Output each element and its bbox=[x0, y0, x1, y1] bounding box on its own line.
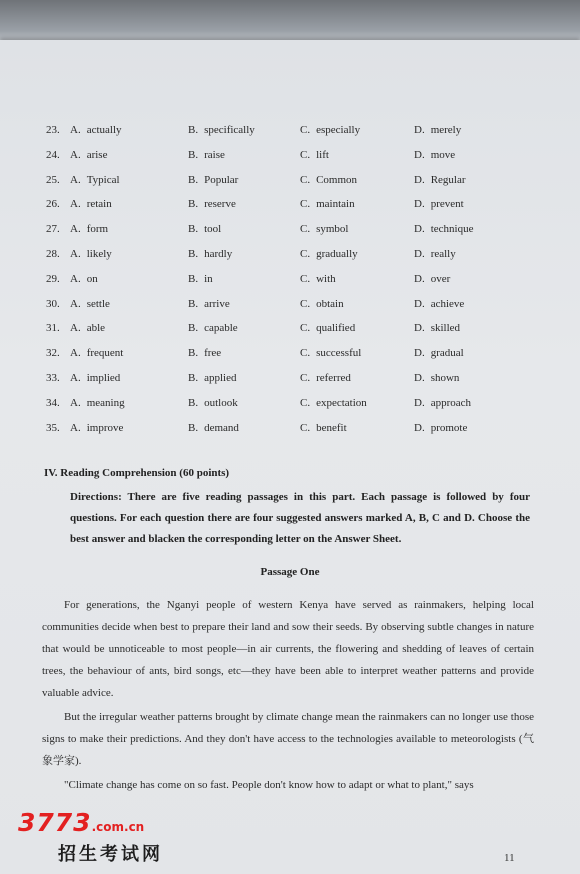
option-letter: C. bbox=[300, 322, 311, 335]
option-text: Regular bbox=[430, 173, 466, 186]
option-b bbox=[188, 347, 221, 359]
option-text: merely bbox=[430, 124, 462, 136]
option-letter: A. bbox=[70, 173, 81, 186]
option-text: implied bbox=[86, 372, 121, 384]
option-letter: A. bbox=[70, 372, 81, 384]
option-b bbox=[188, 422, 239, 434]
option-b bbox=[188, 248, 232, 260]
option-a bbox=[70, 422, 123, 434]
option-a bbox=[70, 248, 112, 260]
question-number: 31. bbox=[46, 322, 60, 335]
option-c bbox=[300, 223, 349, 235]
option-letter: A. bbox=[70, 124, 81, 136]
option-a bbox=[70, 174, 120, 186]
option-b bbox=[188, 273, 213, 285]
option-d bbox=[414, 174, 466, 186]
question-number: 35. bbox=[46, 421, 60, 434]
option-b bbox=[188, 397, 238, 409]
option-letter: D. bbox=[414, 173, 425, 186]
option-letter: C. bbox=[300, 272, 311, 285]
option-letter: C. bbox=[300, 198, 311, 211]
option-a bbox=[70, 372, 120, 384]
option-b bbox=[188, 149, 225, 161]
option-text: technique bbox=[430, 223, 474, 236]
option-letter: B. bbox=[188, 223, 199, 236]
option-letter: C. bbox=[300, 124, 311, 136]
option-letter: C. bbox=[300, 148, 311, 161]
option-text: gradually bbox=[316, 248, 358, 260]
option-c bbox=[300, 124, 360, 136]
option-letter: D. bbox=[414, 223, 425, 236]
question-row bbox=[0, 298, 580, 318]
option-b bbox=[188, 223, 221, 235]
option-c bbox=[300, 273, 336, 285]
question-row bbox=[0, 372, 580, 392]
question-row bbox=[0, 273, 580, 293]
option-text: benefit bbox=[316, 421, 347, 434]
option-d bbox=[414, 124, 461, 136]
option-text: over bbox=[430, 272, 451, 285]
option-text: referred bbox=[316, 372, 351, 384]
option-letter: A. bbox=[70, 148, 81, 161]
question-number: 33. bbox=[46, 372, 60, 384]
watermark-logo bbox=[18, 808, 144, 837]
option-text: free bbox=[204, 347, 222, 360]
option-c bbox=[300, 174, 357, 186]
question-number: 23. bbox=[46, 124, 60, 136]
option-text: form bbox=[86, 223, 109, 236]
option-letter: D. bbox=[414, 297, 425, 310]
question-number: 32. bbox=[46, 347, 60, 360]
page-number: 11 bbox=[504, 852, 515, 864]
option-d bbox=[414, 372, 459, 384]
option-text: expectation bbox=[316, 396, 367, 409]
question-row bbox=[0, 248, 580, 268]
option-text: tool bbox=[204, 223, 222, 236]
option-letter: D. bbox=[414, 148, 425, 161]
question-row bbox=[0, 223, 580, 243]
option-letter: D. bbox=[414, 421, 425, 434]
option-c bbox=[300, 149, 329, 161]
option-letter: D. bbox=[414, 347, 425, 360]
passage-paragraph-2: But the irregular weather patterns brought by climate change mean the rainmakers can no longer use those signs to make their predictions. And they don't have access to the technologies available to meteorologists (气象学家). bbox=[42, 711, 534, 767]
option-a bbox=[70, 223, 108, 235]
option-b bbox=[188, 372, 236, 384]
option-letter: B. bbox=[188, 421, 199, 434]
option-letter: D. bbox=[414, 396, 425, 409]
option-letter: B. bbox=[188, 396, 199, 409]
option-c bbox=[300, 347, 361, 359]
option-a bbox=[70, 347, 123, 359]
option-text: frequent bbox=[86, 347, 124, 360]
passage-paragraph-3: "Climate change has come on so fast. People don't know how to adapt or what to plant," says bbox=[64, 779, 474, 791]
option-d bbox=[414, 422, 467, 434]
option-text: successful bbox=[316, 347, 362, 360]
option-text: move bbox=[430, 148, 456, 161]
option-d bbox=[414, 298, 464, 310]
option-letter: B. bbox=[188, 198, 199, 211]
option-text: actually bbox=[86, 124, 122, 136]
option-text: outlook bbox=[204, 396, 238, 409]
option-letter: B. bbox=[188, 148, 199, 161]
option-a bbox=[70, 397, 125, 409]
option-c bbox=[300, 397, 367, 409]
option-letter: D. bbox=[414, 322, 425, 335]
question-number: 27. bbox=[46, 223, 60, 236]
watermark-number: 3773 bbox=[18, 808, 92, 837]
top-shadow bbox=[0, 0, 580, 44]
section-heading: IV. Reading Comprehension (60 points) bbox=[44, 467, 230, 479]
option-text: retain bbox=[86, 198, 112, 211]
option-letter: B. bbox=[188, 124, 199, 136]
option-text: hardly bbox=[204, 248, 233, 260]
option-text: maintain bbox=[316, 198, 355, 211]
option-a bbox=[70, 322, 105, 334]
option-c bbox=[300, 422, 347, 434]
option-a bbox=[70, 198, 112, 210]
option-d bbox=[414, 397, 471, 409]
watermark-domain: .com.cn bbox=[91, 820, 145, 834]
option-text: Popular bbox=[204, 173, 239, 186]
question-number: 34. bbox=[46, 396, 60, 409]
option-text: specifically bbox=[204, 124, 255, 136]
option-letter: A. bbox=[70, 322, 81, 335]
question-number: 30. bbox=[46, 297, 60, 310]
question-number: 29. bbox=[46, 272, 60, 285]
option-letter: B. bbox=[188, 322, 199, 335]
option-letter: A. bbox=[70, 223, 81, 236]
option-letter: A. bbox=[70, 297, 81, 310]
question-number: 26. bbox=[46, 198, 60, 211]
question-number: 24. bbox=[46, 148, 60, 161]
question-number: 25. bbox=[46, 173, 60, 186]
question-row bbox=[0, 347, 580, 367]
option-letter: B. bbox=[188, 173, 199, 186]
option-letter: B. bbox=[188, 297, 199, 310]
option-c bbox=[300, 322, 355, 334]
option-text: obtain bbox=[316, 297, 344, 310]
option-text: arise bbox=[86, 148, 108, 161]
option-text: on bbox=[86, 272, 98, 285]
option-text: demand bbox=[204, 421, 239, 434]
option-text: skilled bbox=[430, 322, 461, 335]
option-a bbox=[70, 149, 107, 161]
option-c bbox=[300, 248, 358, 260]
option-letter: C. bbox=[300, 297, 311, 310]
option-text: shown bbox=[430, 372, 460, 384]
option-text: capable bbox=[204, 322, 238, 335]
option-letter: C. bbox=[300, 421, 311, 434]
section-directions: Directions: There are five reading passages in this part. Each passage is followed by four questions. For each question there are four suggested answers marked A, B, C and D. Choose the best answer and blacken the corresponding letter on the Answer Sheet. bbox=[70, 491, 530, 545]
option-letter: B. bbox=[188, 372, 199, 384]
option-letter: C. bbox=[300, 372, 311, 384]
option-d bbox=[414, 223, 473, 235]
question-row bbox=[0, 149, 580, 169]
option-letter: C. bbox=[300, 173, 311, 186]
option-text: Typical bbox=[86, 173, 120, 186]
question-row bbox=[0, 124, 580, 144]
option-text: applied bbox=[204, 372, 237, 384]
option-text: prevent bbox=[430, 198, 464, 211]
option-text: gradual bbox=[430, 347, 464, 360]
option-d bbox=[414, 273, 450, 285]
question-number: 28. bbox=[46, 248, 60, 260]
option-c bbox=[300, 198, 355, 210]
option-a bbox=[70, 273, 98, 285]
passage-paragraph-1: For generations, the Nganyi people of western Kenya have served as rainmakers, helping local communities decide when best to prepare their land and sow their seeds. By observing subtle changes in nature that would be unnoticeable to most people—in air currents, the flowering and shedding of leaves of certain trees, the behaviour of ants, bird songs, etc—they have been able to interpret weather patterns and provide valuable advice. bbox=[42, 599, 534, 699]
option-letter: D. bbox=[414, 124, 425, 136]
question-row bbox=[0, 397, 580, 417]
option-letter: A. bbox=[70, 248, 81, 260]
option-text: improve bbox=[86, 421, 124, 434]
option-text: reserve bbox=[204, 198, 236, 211]
option-text: meaning bbox=[86, 396, 125, 409]
option-text: promote bbox=[430, 421, 468, 434]
option-letter: B. bbox=[188, 347, 199, 360]
option-d bbox=[414, 347, 464, 359]
option-text: especially bbox=[316, 124, 361, 136]
option-letter: A. bbox=[70, 272, 81, 285]
option-letter: C. bbox=[300, 223, 311, 236]
option-a bbox=[70, 124, 122, 136]
option-text: in bbox=[204, 272, 213, 285]
option-b bbox=[188, 174, 238, 186]
option-text: really bbox=[430, 248, 456, 260]
option-text: arrive bbox=[204, 297, 230, 310]
option-letter: A. bbox=[70, 421, 81, 434]
option-letter: D. bbox=[414, 272, 425, 285]
question-row bbox=[0, 422, 580, 442]
option-text: able bbox=[86, 322, 106, 335]
option-b bbox=[188, 198, 236, 210]
option-d bbox=[414, 149, 455, 161]
option-b bbox=[188, 124, 255, 136]
option-b bbox=[188, 298, 230, 310]
option-text: lift bbox=[316, 148, 329, 161]
option-letter: A. bbox=[70, 198, 81, 211]
option-text: likely bbox=[86, 248, 112, 260]
option-d bbox=[414, 322, 460, 334]
option-letter: B. bbox=[188, 248, 199, 260]
option-text: Common bbox=[316, 173, 358, 186]
option-d bbox=[414, 198, 464, 210]
option-letter: A. bbox=[70, 347, 81, 360]
option-text: symbol bbox=[316, 223, 349, 236]
option-letter: B. bbox=[188, 272, 199, 285]
option-c bbox=[300, 372, 351, 384]
option-text: settle bbox=[86, 297, 110, 310]
option-b bbox=[188, 322, 238, 334]
option-text: qualified bbox=[316, 322, 356, 335]
option-text: achieve bbox=[430, 297, 465, 310]
option-letter: A. bbox=[70, 396, 81, 409]
question-row bbox=[0, 198, 580, 218]
option-a bbox=[70, 298, 110, 310]
option-letter: C. bbox=[300, 248, 311, 260]
option-text: with bbox=[316, 272, 336, 285]
option-text: raise bbox=[204, 148, 225, 161]
option-letter: C. bbox=[300, 396, 311, 409]
option-d bbox=[414, 248, 456, 260]
question-row bbox=[0, 174, 580, 194]
watermark-subtitle: 招生考试网 bbox=[58, 844, 163, 865]
option-letter: D. bbox=[414, 372, 425, 384]
passage-title: Passage One bbox=[260, 566, 320, 578]
option-letter: D. bbox=[414, 248, 425, 260]
option-text: approach bbox=[430, 396, 472, 409]
option-letter: D. bbox=[414, 198, 425, 211]
question-row bbox=[0, 322, 580, 342]
option-letter: C. bbox=[300, 347, 311, 360]
option-c bbox=[300, 298, 344, 310]
